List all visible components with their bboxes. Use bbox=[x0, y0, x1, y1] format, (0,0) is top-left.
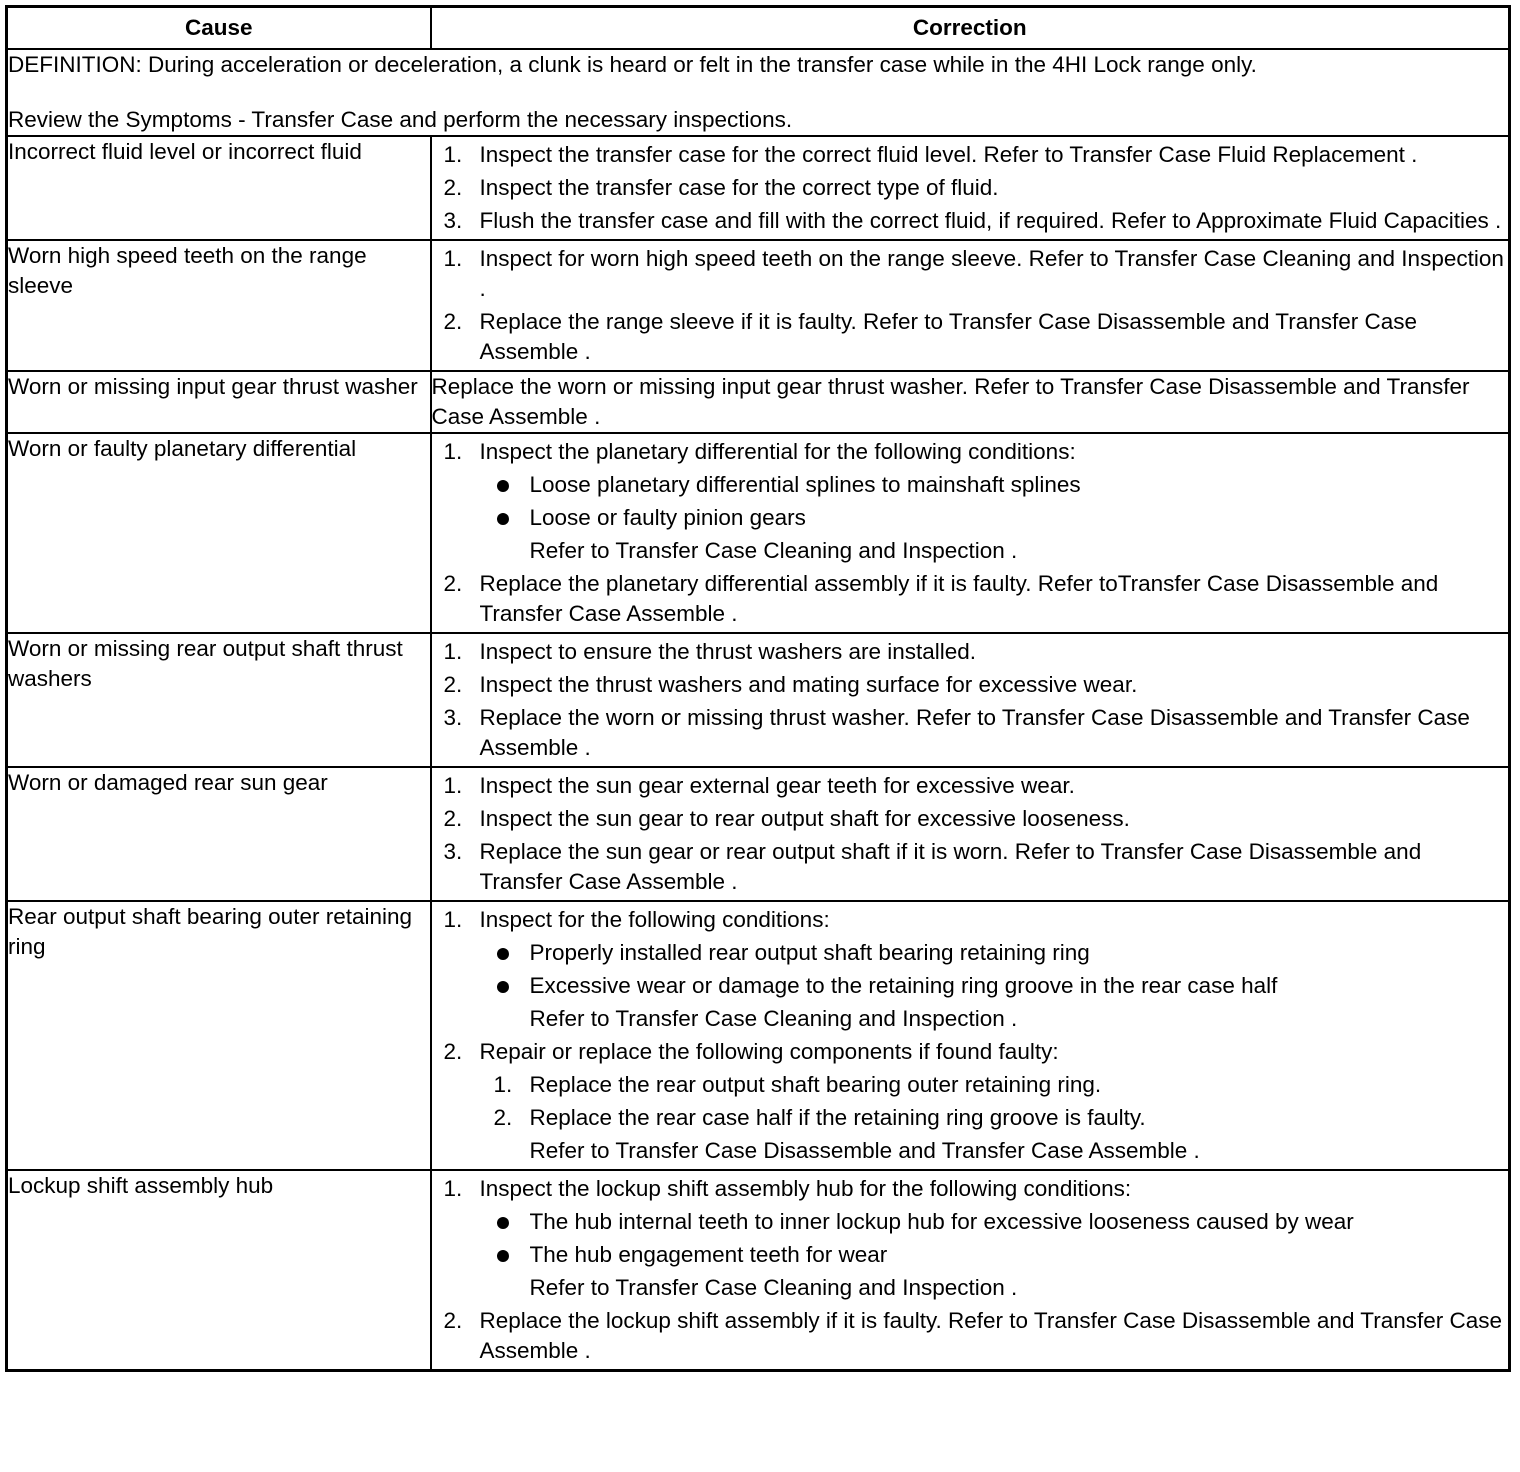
substep-item bbox=[480, 1103, 1509, 1133]
step-text: Inspect the transfer case for the correct type of fluid. bbox=[479, 175, 999, 200]
cause-cell: Worn or damaged rear sun gear bbox=[7, 767, 431, 901]
table-row bbox=[7, 633, 1510, 767]
substep-number: 2. bbox=[493, 1105, 513, 1130]
step-item bbox=[432, 173, 1509, 203]
header-correction: Correction bbox=[431, 7, 1510, 50]
step-item bbox=[432, 670, 1509, 700]
review-text: Review the Symptoms - Transfer Case and perform the necessary inspections. bbox=[8, 107, 793, 132]
step-list bbox=[432, 244, 1509, 367]
step-number: 1. bbox=[443, 907, 463, 932]
step-list bbox=[432, 1174, 1509, 1366]
bullet-item bbox=[480, 503, 1509, 533]
step-list bbox=[432, 905, 1509, 1166]
substep-number: 1. bbox=[493, 1072, 513, 1097]
table-row bbox=[7, 767, 1510, 901]
bullet-dot-icon bbox=[497, 1250, 509, 1262]
step-number: 2. bbox=[443, 175, 463, 200]
reference-text: Refer to Transfer Case Disassemble and Transfer Case Assemble . bbox=[529, 1138, 1200, 1163]
bullet-text: Excessive wear or damage to the retaining ring groove in the rear case half bbox=[529, 973, 1278, 998]
step-item bbox=[432, 140, 1509, 170]
cause-cell: Incorrect fluid level or incorrect fluid bbox=[7, 136, 431, 240]
cause-cell: Worn high speed teeth on the range sleeve bbox=[7, 240, 431, 371]
step-number: 2. bbox=[443, 672, 463, 697]
step-item bbox=[432, 637, 1509, 667]
step-number: 2. bbox=[443, 806, 463, 831]
substep-list bbox=[480, 1070, 1509, 1133]
step-text: Repair or replace the following components if found faulty: bbox=[479, 1039, 1059, 1064]
reference-text: Refer to Transfer Case Cleaning and Inspection . bbox=[529, 1006, 1018, 1031]
bullet-dot-icon bbox=[497, 948, 509, 960]
step-number: 1. bbox=[443, 773, 463, 798]
step-number: 2. bbox=[443, 1039, 463, 1064]
table-row bbox=[7, 136, 1510, 240]
cause-cell: Worn or missing input gear thrust washer bbox=[7, 371, 431, 433]
step-text: Replace the sun gear or rear output shaft if it is worn. Refer to Transfer Case Disassemble and Transfer Case Assemble . bbox=[479, 839, 1422, 894]
header-cause: Cause bbox=[7, 7, 431, 50]
step-item bbox=[432, 1037, 1509, 1166]
step-list bbox=[432, 637, 1509, 763]
correction-cell bbox=[431, 136, 1510, 240]
cause-cell: Worn or missing rear output shaft thrust washers bbox=[7, 633, 431, 767]
step-text: Inspect for worn high speed teeth on the range sleeve. Refer to Transfer Case Cleaning and Inspection . bbox=[479, 246, 1504, 301]
step-item bbox=[432, 437, 1509, 566]
step-text: Replace the worn or missing thrust washer. Refer to Transfer Case Disassemble and Transfer Case Assemble . bbox=[479, 705, 1470, 760]
table-row bbox=[7, 901, 1510, 1170]
step-list bbox=[432, 140, 1509, 236]
table-row bbox=[7, 433, 1510, 633]
bullet-text: The hub internal teeth to inner lockup hub for excessive looseness caused by wear bbox=[529, 1209, 1354, 1234]
table-row bbox=[7, 1170, 1510, 1371]
reference-text: Refer to Transfer Case Cleaning and Inspection . bbox=[529, 1275, 1018, 1300]
bullet-dot-icon bbox=[497, 981, 509, 993]
step-number: 1. bbox=[443, 439, 463, 464]
step-text: Inspect to ensure the thrust washers are installed. bbox=[479, 639, 977, 664]
substep-text: Replace the rear case half if the retaining ring groove is faulty. bbox=[529, 1105, 1146, 1130]
step-text: Replace the lockup shift assembly if it is faulty. Refer to Transfer Case Disassemble and Transfer Case Assemble . bbox=[479, 1308, 1503, 1363]
cause-correction-table bbox=[5, 5, 1511, 1372]
bullet-list bbox=[480, 470, 1509, 533]
step-number: 2. bbox=[443, 1308, 463, 1333]
cause-cell: Lockup shift assembly hub bbox=[7, 1170, 431, 1371]
step-number: 3. bbox=[443, 839, 463, 864]
step-item bbox=[432, 837, 1509, 897]
step-text: Inspect the lockup shift assembly hub for the following conditions: bbox=[479, 1176, 1132, 1201]
step-item bbox=[432, 1306, 1509, 1366]
bullet-list bbox=[480, 938, 1509, 1001]
substep-item bbox=[480, 1070, 1509, 1100]
step-text: Replace the planetary differential assembly if it is faulty. Refer toTransfer Case Disassemble and Transfer Case Assemble . bbox=[479, 571, 1439, 626]
cause-cell: Worn or faulty planetary differential bbox=[7, 433, 431, 633]
bullet-item bbox=[480, 1207, 1509, 1237]
step-item bbox=[432, 1174, 1509, 1303]
step-text: Inspect the thrust washers and mating surface for excessive wear. bbox=[479, 672, 1138, 697]
correction-cell bbox=[431, 901, 1510, 1170]
step-text: Inspect the transfer case for the correct fluid level. Refer to Transfer Case Fluid Replacement . bbox=[479, 142, 1418, 167]
step-item bbox=[432, 569, 1509, 629]
reference-text: Refer to Transfer Case Cleaning and Inspection . bbox=[529, 538, 1018, 563]
correction-cell bbox=[431, 433, 1510, 633]
step-item bbox=[432, 905, 1509, 1034]
definition-row bbox=[7, 49, 1510, 136]
step-item bbox=[432, 307, 1509, 367]
table-row bbox=[7, 371, 1510, 433]
step-item bbox=[432, 771, 1509, 801]
step-item bbox=[432, 244, 1509, 304]
cause-cell: Rear output shaft bearing outer retaining ring bbox=[7, 901, 431, 1170]
step-text: Flush the transfer case and fill with the correct fluid, if required. Refer to Approximate Fluid Capacities . bbox=[479, 208, 1502, 233]
step-number: 1. bbox=[443, 142, 463, 167]
step-item bbox=[432, 206, 1509, 236]
bullet-dot-icon bbox=[497, 480, 509, 492]
correction-cell bbox=[431, 767, 1510, 901]
table-header-row bbox=[7, 7, 1510, 50]
definition-text: DEFINITION: During acceleration or deceleration, a clunk is heard or felt in the transfer case while in the 4HI Lock range only. bbox=[8, 52, 1257, 77]
bullet-text: The hub engagement teeth for wear bbox=[529, 1242, 888, 1267]
step-list bbox=[432, 771, 1509, 897]
step-item bbox=[432, 703, 1509, 763]
step-number: 3. bbox=[443, 705, 463, 730]
bullet-item bbox=[480, 1240, 1509, 1270]
correction-cell bbox=[431, 1170, 1510, 1371]
step-text: Replace the range sleeve if it is faulty. Refer to Transfer Case Disassemble and Transfer Case Assemble . bbox=[479, 309, 1418, 364]
step-list bbox=[432, 437, 1509, 629]
correction-cell bbox=[431, 240, 1510, 371]
step-number: 3. bbox=[443, 208, 463, 233]
bullet-item bbox=[480, 938, 1509, 968]
bullet-text: Loose planetary differential splines to mainshaft splines bbox=[529, 472, 1081, 497]
substep-text: Replace the rear output shaft bearing outer retaining ring. bbox=[529, 1072, 1102, 1097]
bullet-list bbox=[480, 1207, 1509, 1270]
bullet-dot-icon bbox=[497, 1217, 509, 1229]
step-text: Inspect the sun gear external gear teeth for excessive wear. bbox=[479, 773, 1075, 798]
bullet-dot-icon bbox=[497, 513, 509, 525]
step-text: Inspect for the following conditions: bbox=[479, 907, 830, 932]
bullet-item bbox=[480, 971, 1509, 1001]
correction-cell bbox=[431, 633, 1510, 767]
table-row bbox=[7, 240, 1510, 371]
definition-cell bbox=[7, 49, 1510, 136]
correction-cell: Replace the worn or missing input gear thrust washer. Refer to Transfer Case Disassemble and Transfer Case Assemble . bbox=[431, 371, 1510, 433]
step-text: Inspect the sun gear to rear output shaft for excessive looseness. bbox=[479, 806, 1130, 831]
bullet-item bbox=[480, 470, 1509, 500]
step-number: 2. bbox=[443, 571, 463, 596]
bullet-text: Properly installed rear output shaft bearing retaining ring bbox=[529, 940, 1090, 965]
step-number: 1. bbox=[443, 639, 463, 664]
step-number: 1. bbox=[443, 246, 463, 271]
bullet-text: Loose or faulty pinion gears bbox=[529, 505, 806, 530]
step-number: 2. bbox=[443, 309, 463, 334]
step-item bbox=[432, 804, 1509, 834]
step-text: Inspect the planetary differential for the following conditions: bbox=[479, 439, 1076, 464]
step-number: 1. bbox=[443, 1176, 463, 1201]
